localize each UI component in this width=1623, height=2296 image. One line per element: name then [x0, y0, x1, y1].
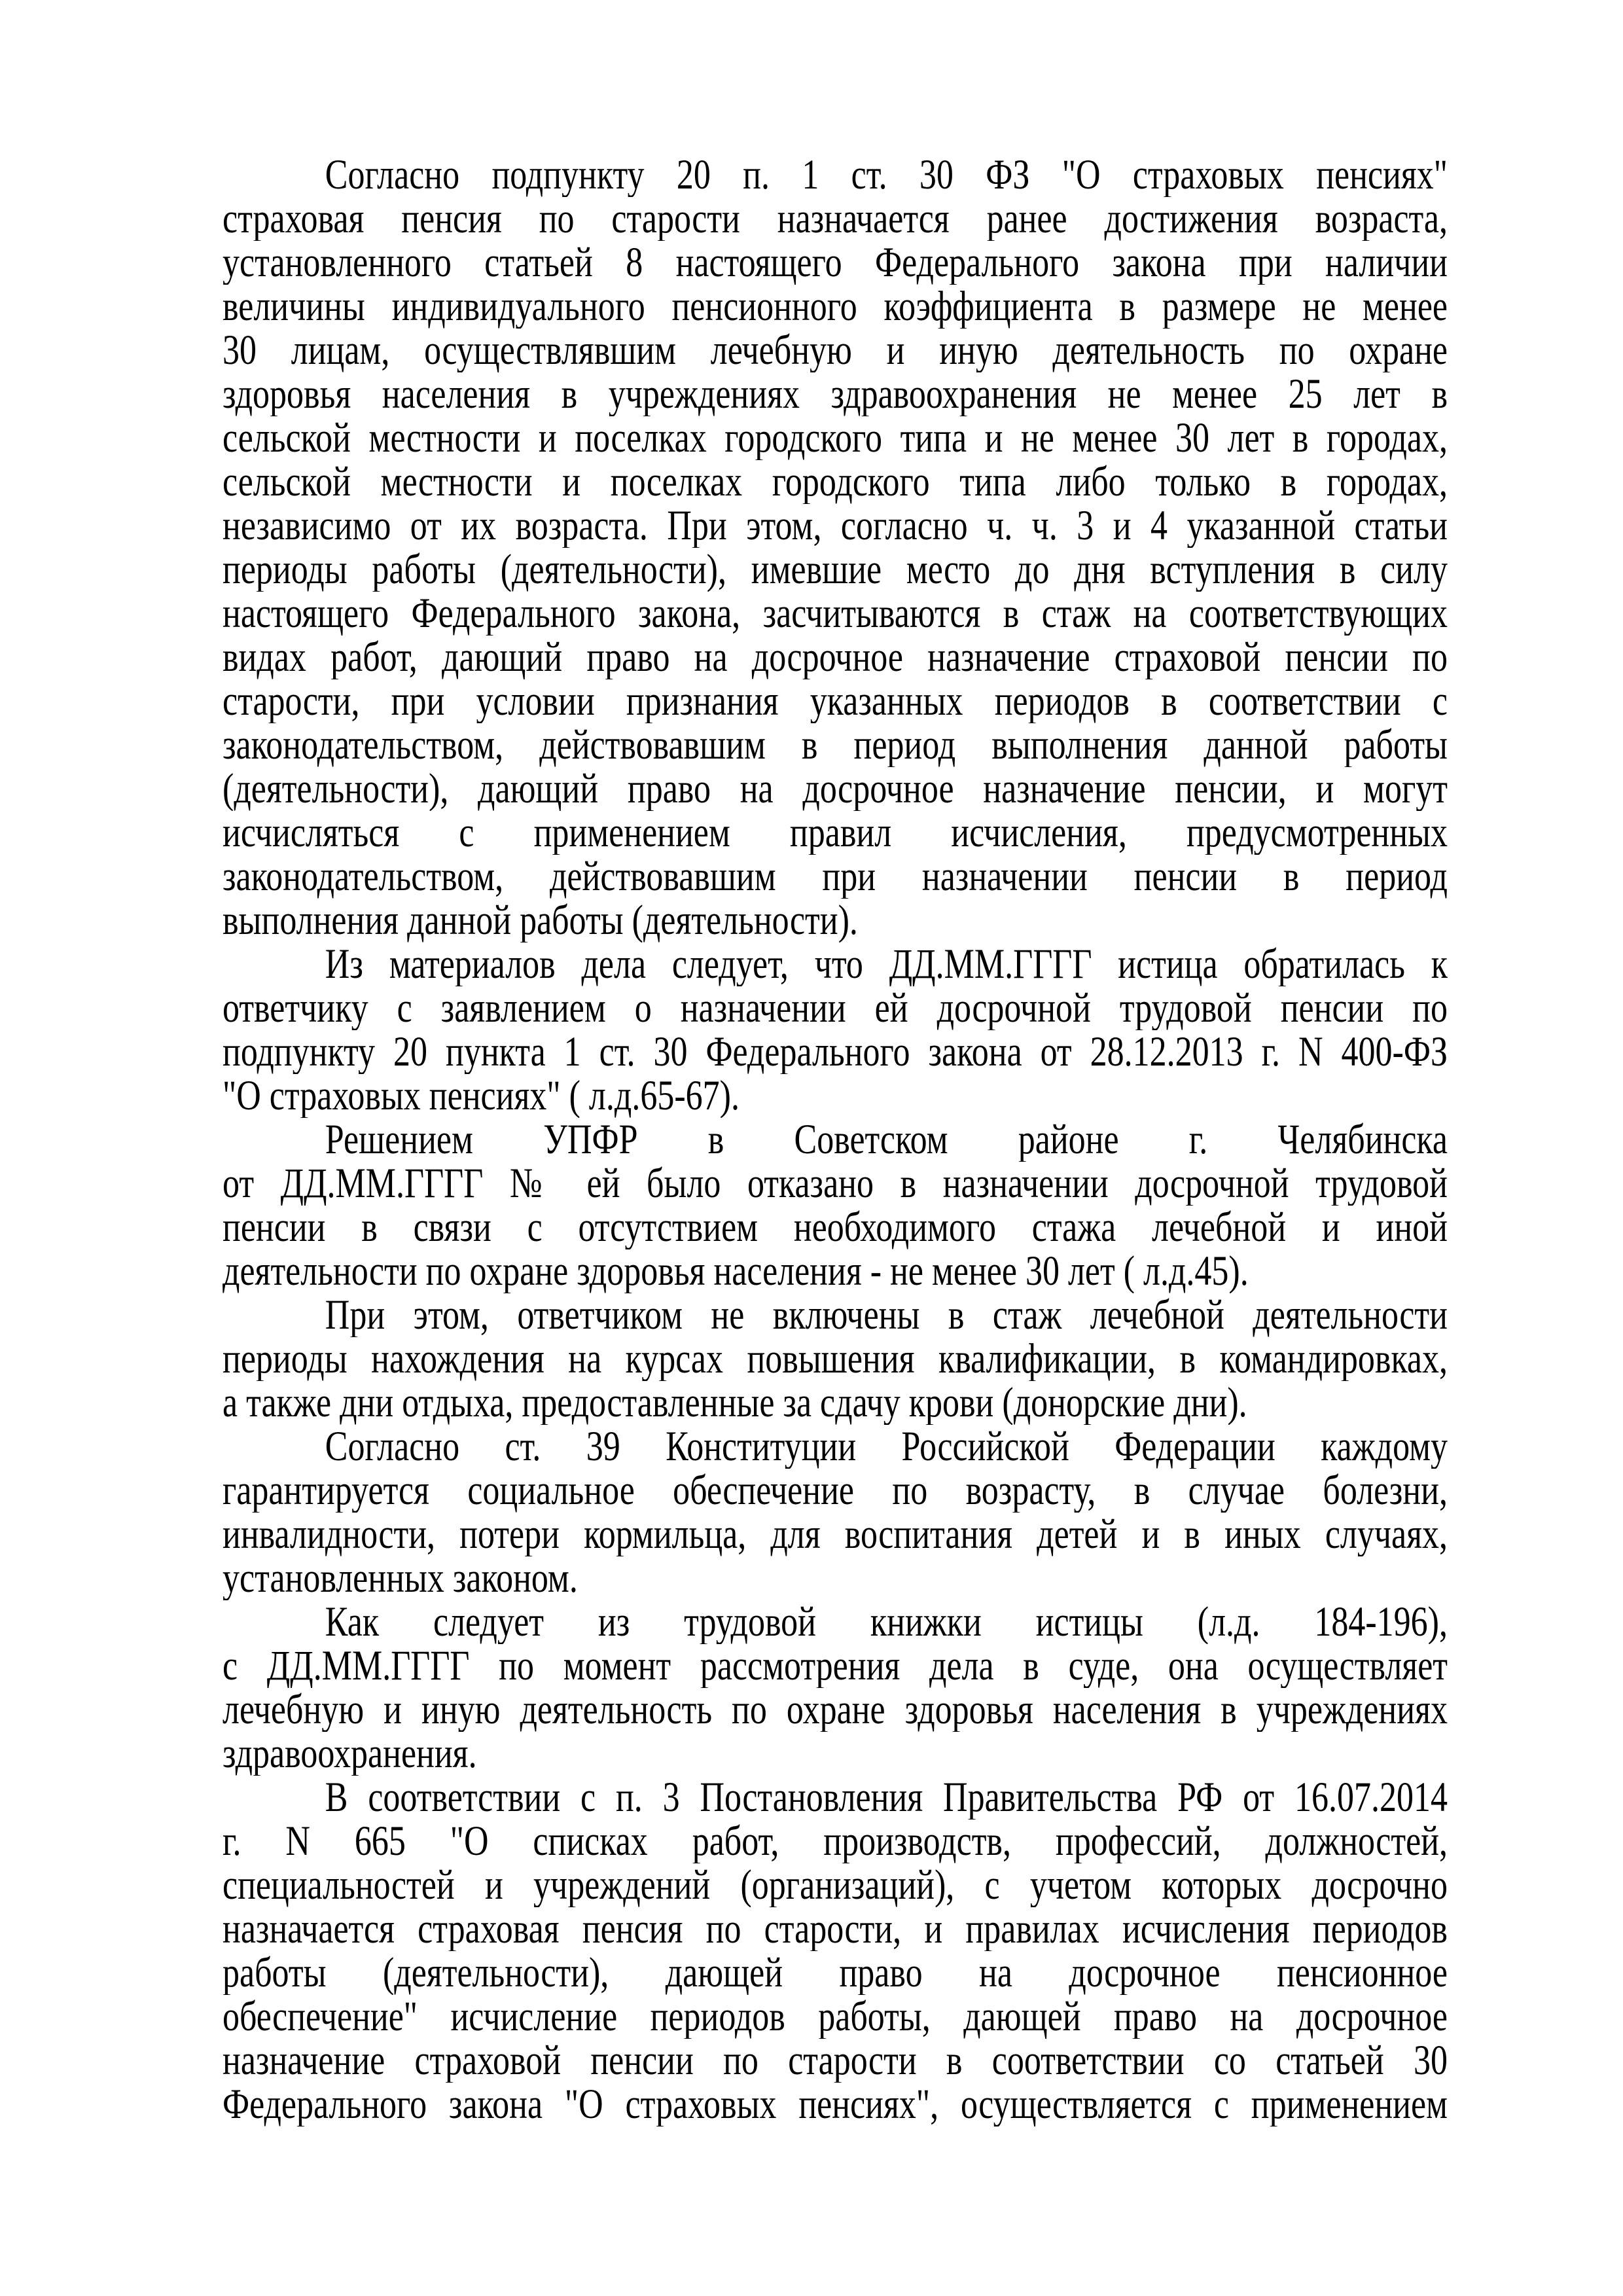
text-line: При этом, ответчиком не включены в стаж лечебной деятельности: [325, 1293, 1448, 1337]
text-line: здравоохранения.: [223, 1732, 477, 1776]
text-line: здоровья населения в учреждениях здравоохранения не менее 25 лет в: [223, 372, 1448, 416]
text-line: установленного статьей 8 настоящего Федерального закона при наличии: [223, 241, 1448, 285]
text-line: сельской местности и поселках городского типа либо только в городах,: [223, 460, 1448, 504]
text-line: старости, при условии признания указанных периодов в соответствии с: [223, 679, 1448, 723]
text-line: 30 лицам, осуществлявшим лечебную и иную деятельность по охране: [223, 329, 1448, 372]
text-line: страховая пенсия по старости назначается ранее достижения возраста,: [223, 197, 1448, 241]
paragraph: [223, 153, 1448, 942]
text-line: лечебную и иную деятельность по охране здоровья населения в учреждениях: [223, 1688, 1448, 1732]
text-line: Согласно подпункту 20 п. 1 ст. 30 ФЗ "О страховых пенсиях": [325, 153, 1448, 197]
text-line: независимо от их возраста. При этом, согласно ч. ч. 3 и 4 указанной статьи: [223, 504, 1448, 548]
text-line: от ДД.ММ.ГГГГ № ей было отказано в назначении досрочной трудовой: [223, 1162, 1448, 1206]
paragraph: [223, 1293, 1448, 1425]
text-line: периоды нахождения на курсах повышения квалификации, в командировках,: [223, 1337, 1448, 1381]
text-line: законодательством, действовавшим в период выполнения данной работы: [223, 723, 1448, 767]
text-line: Из материалов дела следует, что ДД.ММ.ГГГГ истица обратилась к: [325, 942, 1448, 986]
text-line: периоды работы (деятельности), имевшие место до дня вступления в силу: [223, 548, 1448, 592]
paragraph: [223, 942, 1448, 1118]
paragraph: [223, 1600, 1448, 1776]
text-line: видах работ, дающий право на досрочное назначение страховой пенсии по: [223, 636, 1448, 679]
text-line: Как следует из трудовой книжки истицы (л.д. 184-196),: [325, 1600, 1448, 1644]
text-line: ответчику с заявлением о назначении ей досрочной трудовой пенсии по: [223, 986, 1448, 1030]
text-line: инвалидности, потери кормильца, для воспитания детей и в иных случаях,: [223, 1513, 1448, 1556]
paragraph: [223, 1776, 1448, 2126]
text-line: деятельности по охране здоровья населения - не менее 30 лет ( л.д.45).: [223, 1249, 1249, 1293]
text-line: с ДД.ММ.ГГГГ по момент рассмотрения дела в суде, она осуществляет: [223, 1644, 1448, 1688]
text-line: обеспечение" исчисление периодов работы, дающей право на досрочное: [223, 1995, 1448, 2039]
text-line: специальностей и учреждений (организаций), с учетом которых досрочно: [223, 1863, 1448, 1907]
paragraph: [223, 1425, 1448, 1600]
text-line: законодательством, действовавшим при назначении пенсии в период: [223, 855, 1448, 899]
text-line: (деятельности), дающий право на досрочное назначение пенсии, и могут: [223, 767, 1448, 811]
text-line: назначение страховой пенсии по старости в соответствии со статьей 30: [223, 2039, 1448, 2083]
text-line: "О страховых пенсиях" ( л.д.65-67).: [223, 1074, 740, 1118]
text-line: сельской местности и поселках городского типа и не менее 30 лет в городах,: [223, 416, 1448, 460]
text-line: пенсии в связи с отсутствием необходимого стажа лечебной и иной: [223, 1206, 1448, 1249]
text-line: установленных законом.: [223, 1556, 578, 1600]
text-line: В соответствии с п. 3 Постановления Правительства РФ от 16.07.2014: [325, 1776, 1448, 1820]
document-text: [223, 153, 1448, 2126]
text-line: настоящего Федерального закона, засчитываются в стаж на соответствующих: [223, 592, 1448, 636]
text-line: выполнения данной работы (деятельности).: [223, 899, 858, 942]
text-line: Решением УПФР в Советском районе г. Челябинска: [325, 1118, 1448, 1162]
text-line: исчисляться с применением правил исчисления, предусмотренных: [223, 811, 1448, 855]
text-line: подпункту 20 пункта 1 ст. 30 Федерального закона от 28.12.2013 г. N 400-ФЗ: [223, 1030, 1448, 1074]
text-line: работы (деятельности), дающей право на досрочное пенсионное: [223, 1951, 1448, 1995]
paragraph: [223, 1118, 1448, 1293]
text-line: Согласно ст. 39 Конституции Российской Федерации каждому: [325, 1425, 1448, 1469]
text-line: а также дни отдыха, предоставленные за сдачу крови (донорские дни).: [223, 1381, 1247, 1425]
text-line: величины индивидуального пенсионного коэффициента в размере не менее: [223, 285, 1448, 329]
text-line: г. N 665 "О списках работ, производств, профессий, должностей,: [223, 1820, 1448, 1863]
text-line: Федерального закона "О страховых пенсиях", осуществляется с применением: [223, 2083, 1448, 2126]
text-line: назначается страховая пенсия по старости, и правилах исчисления периодов: [223, 1907, 1448, 1951]
text-line: гарантируется социальное обеспечение по возрасту, в случае болезни,: [223, 1469, 1448, 1513]
